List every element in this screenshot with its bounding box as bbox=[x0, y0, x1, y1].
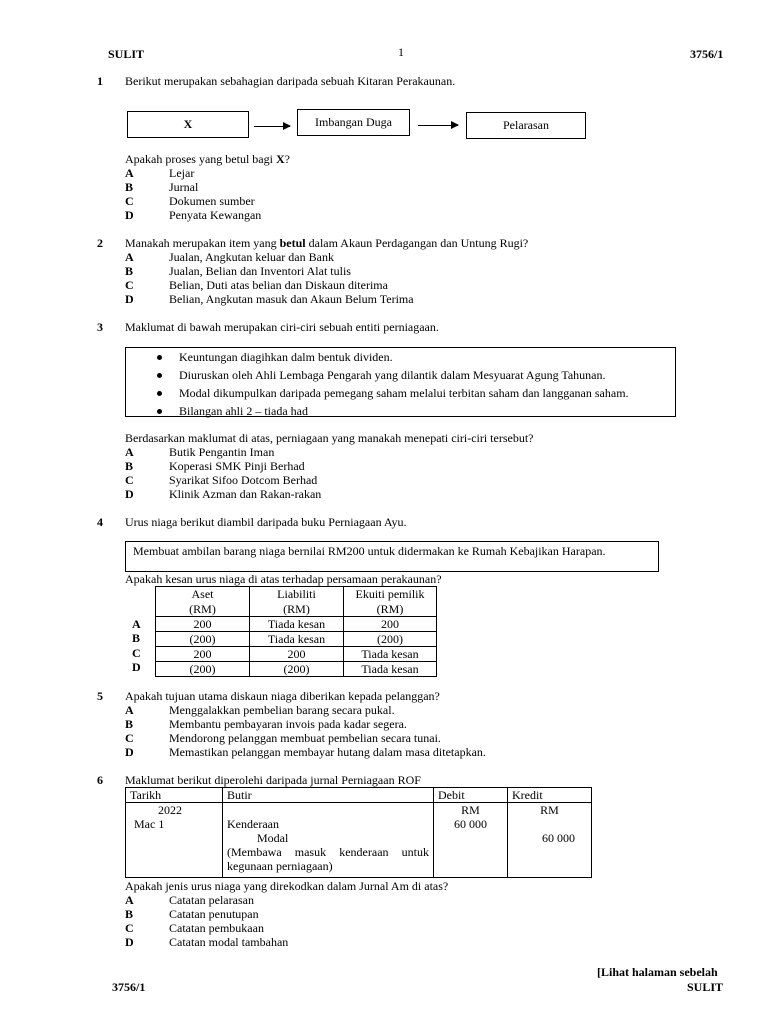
flow-arrow-2 bbox=[418, 125, 458, 126]
q3-bullet: Modal dikumpulkan daripada pemegang saham melalui terbitan saham dan langganan saham. bbox=[126, 384, 675, 402]
q6-narration: (Membawa masuk kenderaan untuk bbox=[227, 845, 429, 859]
q4-header-liability: Liabiliti bbox=[250, 587, 344, 602]
q1-question: Apakah proses yang betul bagi X? bbox=[125, 152, 290, 166]
q6-header-credit: Kredit bbox=[508, 788, 592, 803]
q6-date: Mac 1 bbox=[134, 817, 165, 831]
q4-options-table bbox=[155, 586, 437, 677]
q4-transaction-text: Membuat ambilan barang niaga bernilai RM200 untuk didermakan ke Rumah Kebajikan Harapan. bbox=[133, 544, 606, 558]
q6-header-debit: Debit bbox=[434, 788, 508, 803]
q6-credit-amount: 60 000 bbox=[542, 831, 575, 845]
q4-letter-d[interactable]: D bbox=[132, 659, 141, 674]
flow-box-adjustment: Pelarasan bbox=[466, 112, 586, 139]
q4-header-asset: Aset bbox=[156, 587, 250, 602]
q4-letter-c[interactable]: C bbox=[132, 645, 141, 660]
q3-stem: Maklumat di bawah merupakan ciri-ciri sebuah entiti perniagaan. bbox=[125, 320, 439, 334]
q6-debit-account: Kenderaan bbox=[227, 817, 279, 831]
q3-bullet: Bilangan ahli 2 – tiada had bbox=[126, 402, 675, 420]
footer-paper-code: 3756/1 bbox=[112, 980, 146, 994]
q6-particulars-cell bbox=[223, 803, 434, 878]
table-row[interactable]: 200 Tiada kesan 200 bbox=[156, 617, 437, 632]
q6-year: 2022 bbox=[158, 803, 182, 817]
q1-stem: Berikut merupakan sebahagian daripada sebuah Kitaran Perakaunan. bbox=[125, 74, 456, 88]
q4-number: 4 bbox=[97, 515, 103, 529]
q3-bullet: Keuntungan diagihkan dalm bentuk dividen. bbox=[126, 348, 675, 366]
q6-narration: kegunaan perniagaan) bbox=[227, 859, 333, 873]
header-paper-code: 3756/1 bbox=[690, 47, 724, 61]
q4-letter-a[interactable]: A bbox=[132, 617, 141, 631]
q6-question: Apakah jenis urus niaga yang direkodkan dalam Jurnal Am di atas? bbox=[125, 879, 449, 893]
q5-stem: Apakah tujuan utama diskaun niaga diberikan kepada pelanggan? bbox=[125, 689, 440, 703]
q6-credit-cell: RM 60 000 bbox=[508, 803, 592, 878]
q6-credit-account: Modal bbox=[257, 831, 289, 845]
table-row[interactable]: 200 200 Tiada kesan bbox=[156, 647, 437, 662]
q4-letter-b[interactable]: B bbox=[132, 631, 141, 646]
q4-stem: Urus niaga berikut diambil daripada buku Perniagaan Ayu. bbox=[125, 515, 407, 529]
q2-number: 2 bbox=[97, 236, 103, 250]
q4-header-equity: Ekuiti pemilik bbox=[344, 587, 437, 602]
q6-date-cell bbox=[126, 803, 223, 878]
q6-debit-cell: RM 60 000 bbox=[434, 803, 508, 878]
q6-number: 6 bbox=[97, 773, 103, 787]
table-row[interactable]: (200) (200) Tiada kesan bbox=[156, 662, 437, 677]
q6-header-date: Tarikh bbox=[126, 788, 223, 803]
q3-question: Berdasarkan maklumat di atas, perniagaan yang manakah menepati ciri-ciri tersebut? bbox=[125, 431, 534, 445]
q6-debit-amount: 60 000 bbox=[454, 817, 487, 831]
q6-journal-table bbox=[125, 787, 592, 878]
flow-arrow-1 bbox=[254, 126, 290, 127]
flow-box-trial-balance: Imbangan Duga bbox=[297, 109, 410, 136]
header-sulit: SULIT bbox=[108, 47, 145, 61]
q6-header-particulars: Butir bbox=[223, 788, 434, 803]
q4-unit: (RM) bbox=[250, 601, 344, 617]
footer-turn-over: [Lihat halaman sebelah bbox=[597, 965, 718, 979]
q5-number: 5 bbox=[97, 689, 103, 703]
q3-bullet: Diuruskan oleh Ahli Lembaga Pengarah yang dilantik dalam Mesyuarat Agung Tahunan. bbox=[126, 366, 675, 384]
page-number: 1 bbox=[398, 45, 404, 59]
q4-option-letters bbox=[132, 617, 141, 674]
q1-number: 1 bbox=[97, 74, 103, 88]
q3-characteristics-box bbox=[125, 347, 676, 417]
q2-stem: Manakah merupakan item yang betul dalam Akaun Perdagangan dan Untung Rugi? bbox=[125, 236, 529, 250]
q4-unit: (RM) bbox=[156, 601, 250, 617]
footer-sulit: SULIT bbox=[687, 980, 724, 994]
flow-box-x: X bbox=[127, 111, 249, 138]
q3-number: 3 bbox=[97, 320, 103, 334]
q4-question: Apakah kesan urus niaga di atas terhadap persamaan perakaunan? bbox=[125, 572, 442, 586]
q4-transaction-box bbox=[125, 541, 659, 572]
q4-unit: (RM) bbox=[344, 601, 437, 617]
table-row[interactable]: (200) Tiada kesan (200) bbox=[156, 632, 437, 647]
q6-stem: Maklumat berikut diperolehi daripada jurnal Perniagaan ROF bbox=[125, 773, 421, 787]
